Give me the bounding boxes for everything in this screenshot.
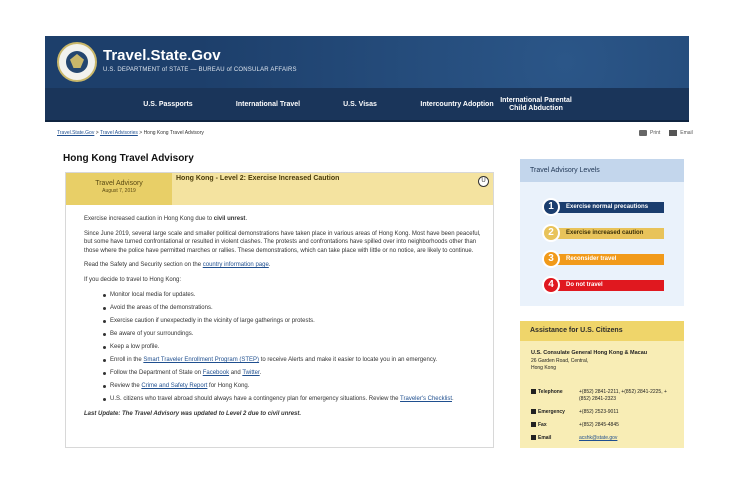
intro-bold: civil unrest <box>213 216 246 222</box>
crime-report-link[interactable]: Crime and Safety Report <box>141 383 208 390</box>
list-item <box>103 356 484 365</box>
nav-item-visas[interactable]: U.S. Visas <box>343 101 377 108</box>
level-4[interactable] <box>542 278 664 292</box>
advisory-box <box>65 172 494 448</box>
site-header <box>45 36 689 88</box>
read-prefix: Read the Safety and Security section on the <box>84 262 203 269</box>
level-4-number: 4 <box>542 276 560 294</box>
review-suffix: for Hong Kong. <box>207 383 250 390</box>
facebook-link[interactable]: Facebook <box>202 370 230 377</box>
emergency-label: Emergency <box>538 409 565 415</box>
email-icon[interactable] <box>669 130 677 136</box>
advisory-date: August 7, 2019 <box>102 188 136 194</box>
list-item <box>103 382 484 391</box>
level-3-label: Reconsider travel <box>548 254 664 265</box>
main-nav <box>45 88 689 122</box>
consulate-address <box>531 358 588 371</box>
fax-icon <box>531 422 536 427</box>
advisory-paragraph: Since June 2019, several large scale and smaller political demonstrations have taken place in various areas of Hong Kong. Most have been peaceful, but some have turned confrontational or resulted in violent clashes. The protests and confrontations have spilled over into neighborhoods other than those where the police have permitted marches or rallies. These demonstrations, which can take place with little or no notice, are likely to continue. <box>84 230 481 254</box>
nav-item-international-travel[interactable]: International Travel <box>235 101 301 108</box>
level-2-number: 2 <box>542 224 560 242</box>
advisory-intro <box>84 215 484 224</box>
level-1-label: Exercise normal precautions <box>548 202 664 213</box>
list-item: Avoid the areas of the demonstrations. <box>103 304 484 313</box>
levels-panel <box>520 159 684 306</box>
site-subtitle: U.S. DEPARTMENT of STATE — BUREAU of CONSULAR AFFAIRS <box>103 67 297 73</box>
advisory-label: Travel Advisory <box>95 180 143 187</box>
follow-prefix: Follow the Department of State on <box>110 370 203 377</box>
country-info-link[interactable]: country information page <box>202 262 269 269</box>
address-line-2: Hong Kong <box>531 364 557 371</box>
consulate-name: U.S. Consulate General Hong Kong & Macau <box>531 350 648 356</box>
envelope-icon <box>531 435 536 440</box>
advisory-header <box>66 173 493 205</box>
plan-suffix: . <box>451 396 454 403</box>
list-item: Keep a low profile. <box>103 343 484 352</box>
breadcrumb-separator: > <box>95 130 99 136</box>
level-3[interactable] <box>542 252 664 266</box>
email-label: Email <box>538 435 552 441</box>
plan-prefix: U.S. citizens who travel abroad should always have a contingency plan for emergency situations. Review the <box>110 396 401 403</box>
step-link[interactable]: Smart Traveler Enrollment Program (STEP) <box>143 357 260 364</box>
email-link[interactable]: Email <box>680 130 693 136</box>
assistance-title: Assistance for U.S. Citizens <box>520 321 684 341</box>
breadcrumb-link-home[interactable]: Travel.State.Gov <box>57 130 95 136</box>
emergency-value[interactable]: +(852) 2523-9011 <box>579 409 619 415</box>
telephone-value[interactable]: +(852) 2841-2211, +(852) 2841-2225, +(852) 2841-2323 <box>579 389 667 402</box>
step-suffix: to receive Alerts and make it easier to locate you in an emergency. <box>259 357 438 364</box>
list-item <box>103 395 484 404</box>
read-safety <box>84 261 484 270</box>
twitter-link[interactable]: Twitter <box>242 370 260 377</box>
level-1[interactable] <box>542 200 664 214</box>
follow-suffix: . <box>259 370 262 377</box>
nav-item-intercountry-adoption[interactable]: Intercountry Adoption <box>420 101 494 108</box>
page-tools <box>639 130 693 136</box>
nav-item-child-abduction[interactable]: International Parental Child Abduction <box>500 97 572 112</box>
level-2[interactable] <box>542 226 664 240</box>
fax-value: +(852) 2845-4845 <box>579 422 619 428</box>
travelers-checklist-link[interactable]: Traveler's Checklist <box>400 396 452 403</box>
assistance-panel <box>520 321 684 448</box>
breadcrumb-separator: > <box>139 130 143 136</box>
intro-text: Exercise increased caution in Hong Kong due to <box>84 216 214 222</box>
levels-title: Travel Advisory Levels <box>520 159 684 182</box>
decide-text: If you decide to travel to Hong Kong: <box>84 276 182 283</box>
advice-list <box>103 291 484 404</box>
collapse-button[interactable]: U <box>478 176 489 187</box>
page-frame <box>45 36 693 448</box>
breadcrumb-current: Hong Kong Travel Advisory <box>143 130 204 136</box>
advisory-body <box>84 215 484 425</box>
phone-icon <box>531 389 536 394</box>
site-name[interactable]: Travel.State.Gov <box>103 47 221 64</box>
list-item: Exercise caution if unexpectedly in the vicinity of large gatherings or protests. <box>103 317 484 326</box>
breadcrumb-link-advisories[interactable]: Travel Advisories <box>99 130 138 136</box>
last-update: Last Update: The Travel Advisory was updated to Level 2 due to civil unrest. <box>84 410 302 417</box>
level-3-number: 3 <box>542 250 560 268</box>
print-link[interactable]: Print <box>650 130 661 136</box>
email-value-link[interactable]: acshk@state.gov <box>579 435 618 441</box>
level-2-label: Exercise increased caution <box>548 228 664 239</box>
fax-label: Fax <box>538 422 547 428</box>
intro-suffix: . <box>245 216 248 222</box>
page-title: Hong Kong Travel Advisory <box>63 153 194 164</box>
review-prefix: Review the <box>110 383 142 390</box>
advisory-date-box <box>66 173 172 205</box>
breadcrumb <box>57 130 204 136</box>
advisory-level: Hong Kong - Level 2: Exercise Increased Caution <box>176 175 340 182</box>
level-1-number: 1 <box>542 198 560 216</box>
state-department-seal-icon[interactable] <box>57 42 97 82</box>
nav-item-passports[interactable]: U.S. Passports <box>143 101 193 108</box>
list-item: Be aware of your surroundings. <box>103 330 484 339</box>
level-4-label: Do not travel <box>548 280 664 291</box>
print-icon[interactable] <box>639 130 647 136</box>
telephone-label: Telephone <box>538 389 563 395</box>
follow-and: and <box>229 370 243 377</box>
list-item <box>103 369 484 378</box>
step-prefix: Enroll in the <box>110 357 144 364</box>
list-item: Monitor local media for updates. <box>103 291 484 300</box>
read-suffix: . <box>268 262 271 269</box>
phone-icon <box>531 409 536 414</box>
address-line-1: 26 Garden Road, Central, <box>531 358 589 364</box>
